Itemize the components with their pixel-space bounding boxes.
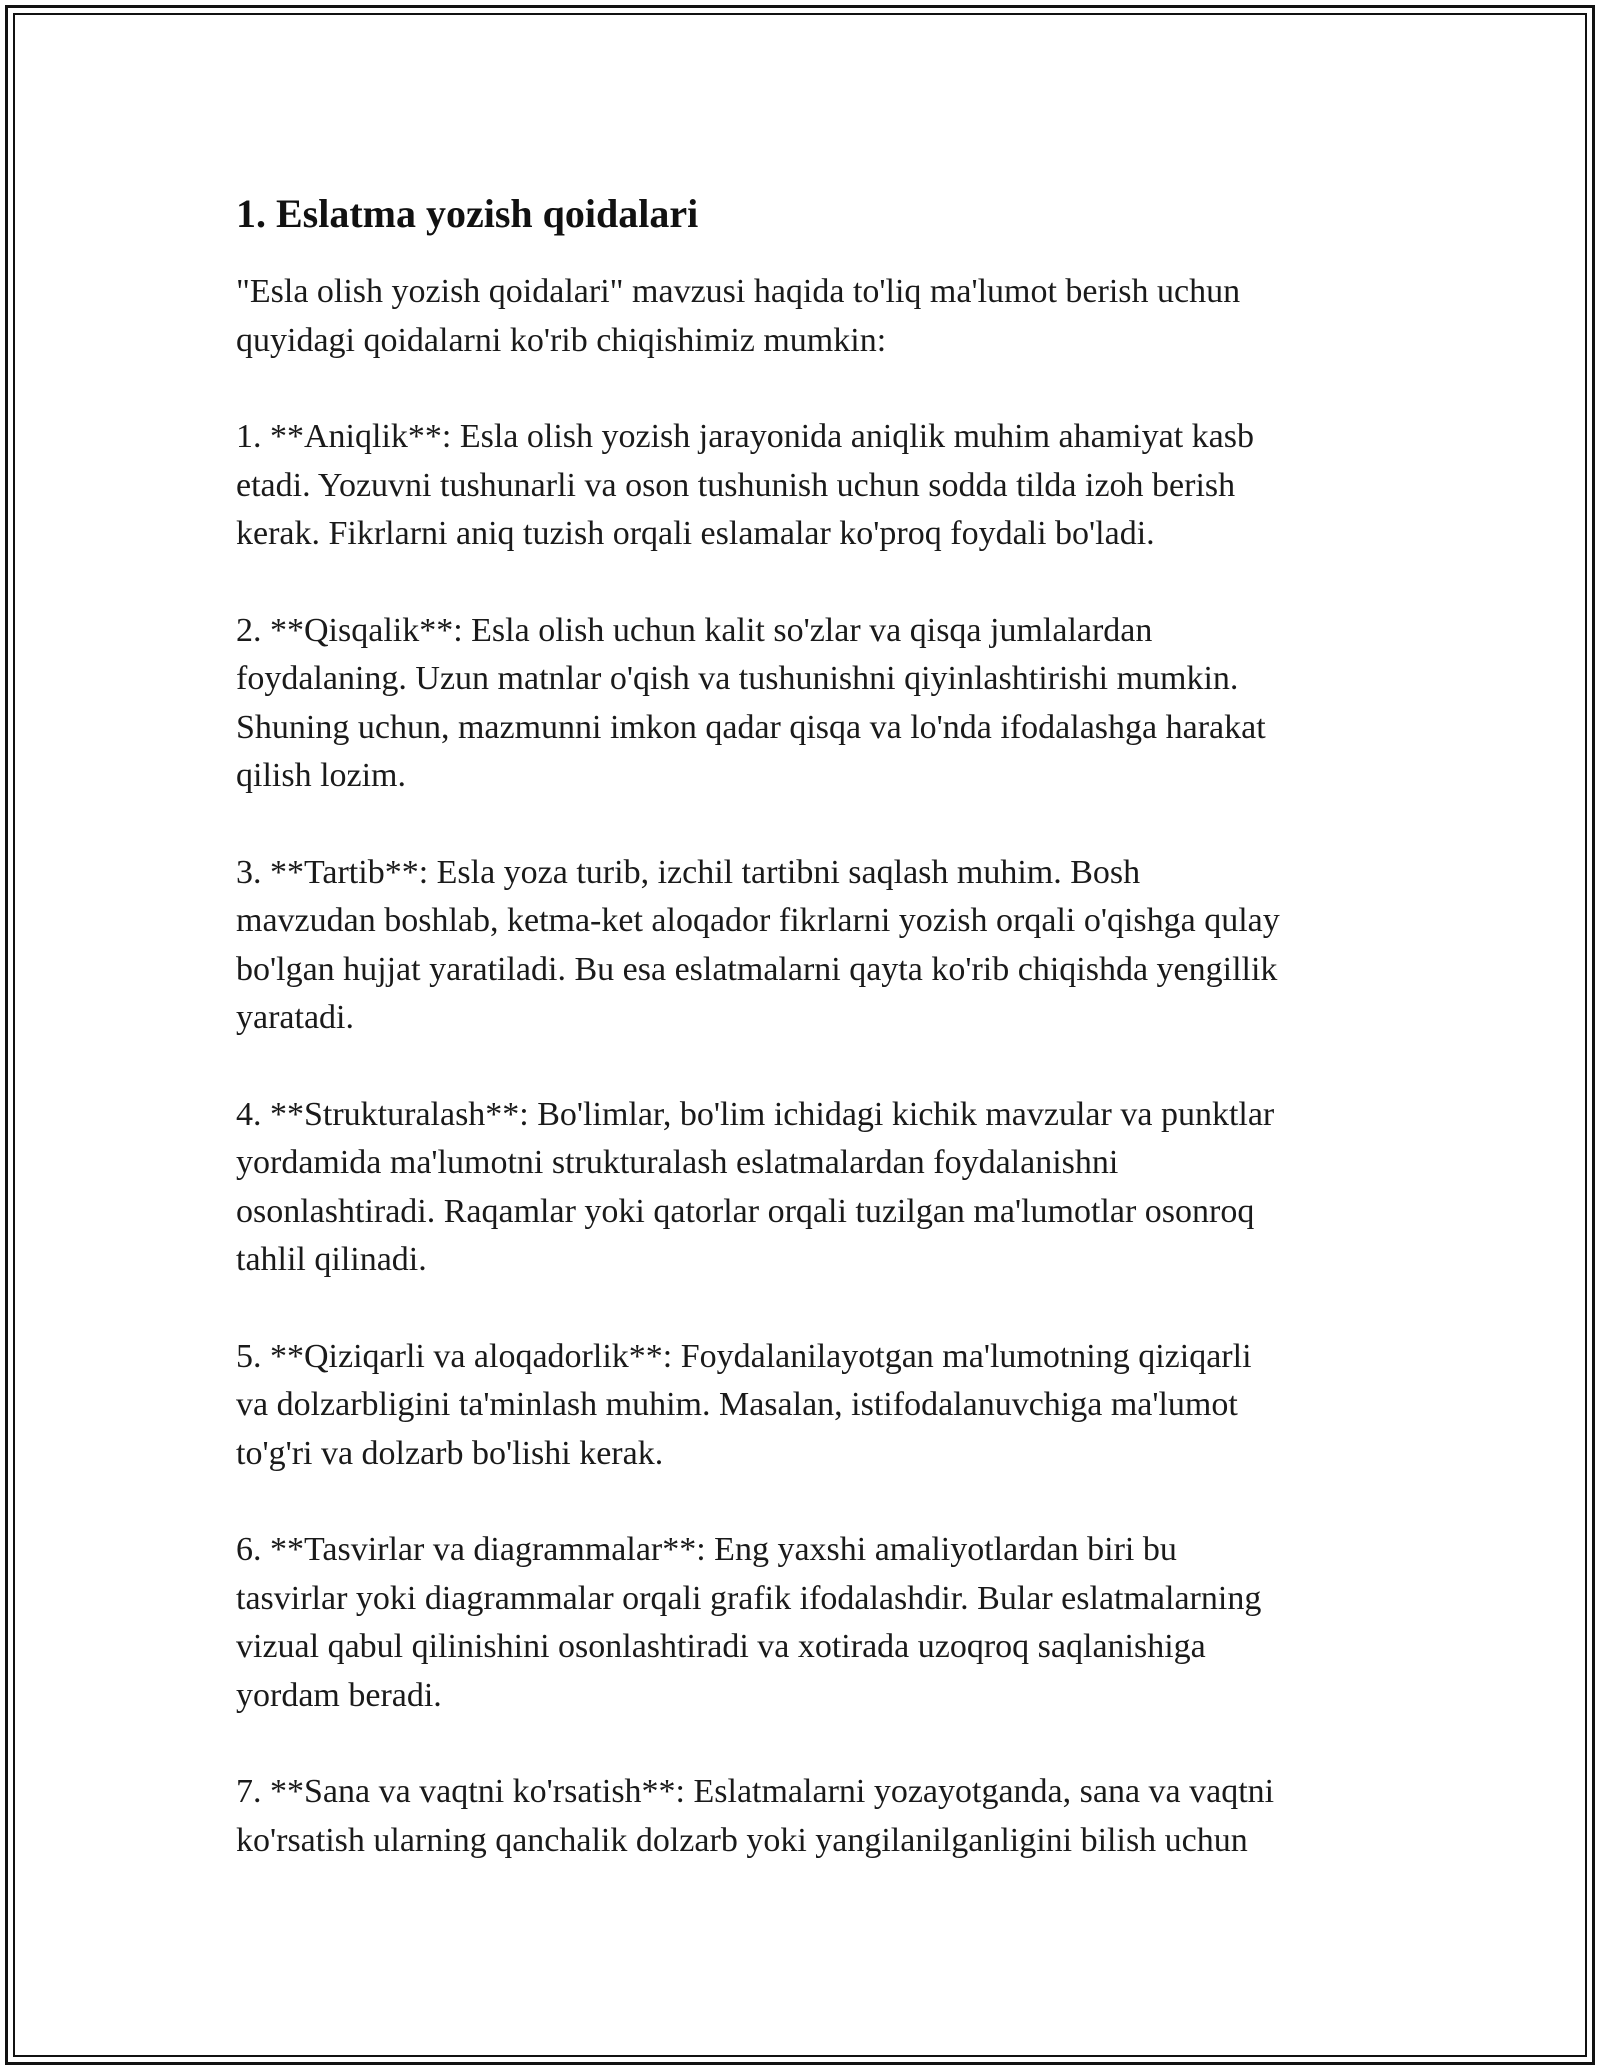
rule-item-visuals: 6. **Tasvirlar va diagrammalar**: Eng yaxshi amaliyotlardan biri bu tasvirlar yoki diagrammalar orqali grafik ifodalashdir. Bular eslatmalarning vizual qabul qilinishini osonlashtiradi va xotirada uzoqroq saqlanishiga yordam beradi. [236,1531,1262,1714]
rule-item-structuring: 4. **Strukturalash**: Bo'limlar, bo'lim ichidagi kichik mavzular va punktlar yordamida ma'lumotni strukturalash eslatmalardan foydalanishni osonlashtiradi. Raqamlar yoki qatorlar orqali tuzilgan ma'lumotlar osonroq tahlil qilinadi. [236,1095,1275,1278]
rule-item-order: 3. **Tartib**: Esla yoza turib, izchil tartibni saqlash muhim. Bosh mavzudan boshlab, ketma-ket aloqador fikrlarni yozish orqali o'qishga qulay bo'lgan hujjat yaratiladi. Bu esa eslatmalarni qayta ko'rib chiqishda yengillik yaratadi. [236,853,1280,1036]
rule-item-accuracy: 1. **Aniqlik**: Esla olish yozish jarayonida aniqlik muhim ahamiyat kasb etadi. Yozuvni tushunarli va oson tushunish uchun sodda tilda izoh berish kerak. Fikrlarni aniq tuzish orqali eslamalar ko'proq foydali bo'ladi. [236,418,1254,552]
rule-item-date-time: 7. **Sana va vaqtni ko'rsatish**: Eslatmalarni yozayotganda, sana va vaqtni ko'rsatish ularning qanchalik dolzarb yoki yangilanilganligini bilish uchun [236,1773,1275,1859]
intro-paragraph: "Esla olish yozish qoidalari" mavzusi haqida to'liq ma'lumot berish uchun quyidagi qoidalarni ko'rib chiqishimiz mumkin: [236,273,1241,359]
document-body [236,186,1372,1913]
document-title: 1. Eslatma yozish qoidalari [236,191,699,236]
rule-item-relevance: 5. **Qiziqarli va aloqadorlik**: Foydalanilayotgan ma'lumotning qiziqarli va dolzarbligini ta'minlash muhim. Masalan, istifodalanuvchiga ma'lumot to'g'ri va dolzarb bo'lishi kerak. [236,1337,1252,1472]
rule-item-brevity: 2. **Qisqalik**: Esla olish uchun kalit so'zlar va qisqa jumlalardan foydalaning. Uzun matnlar o'qish va tushunishni qiyinlashtirishi mumkin. Shuning uchun, mazmunni imkon qadar qisqa va lo'nda ifodalashga harakat qilish lozim. [236,611,1266,794]
